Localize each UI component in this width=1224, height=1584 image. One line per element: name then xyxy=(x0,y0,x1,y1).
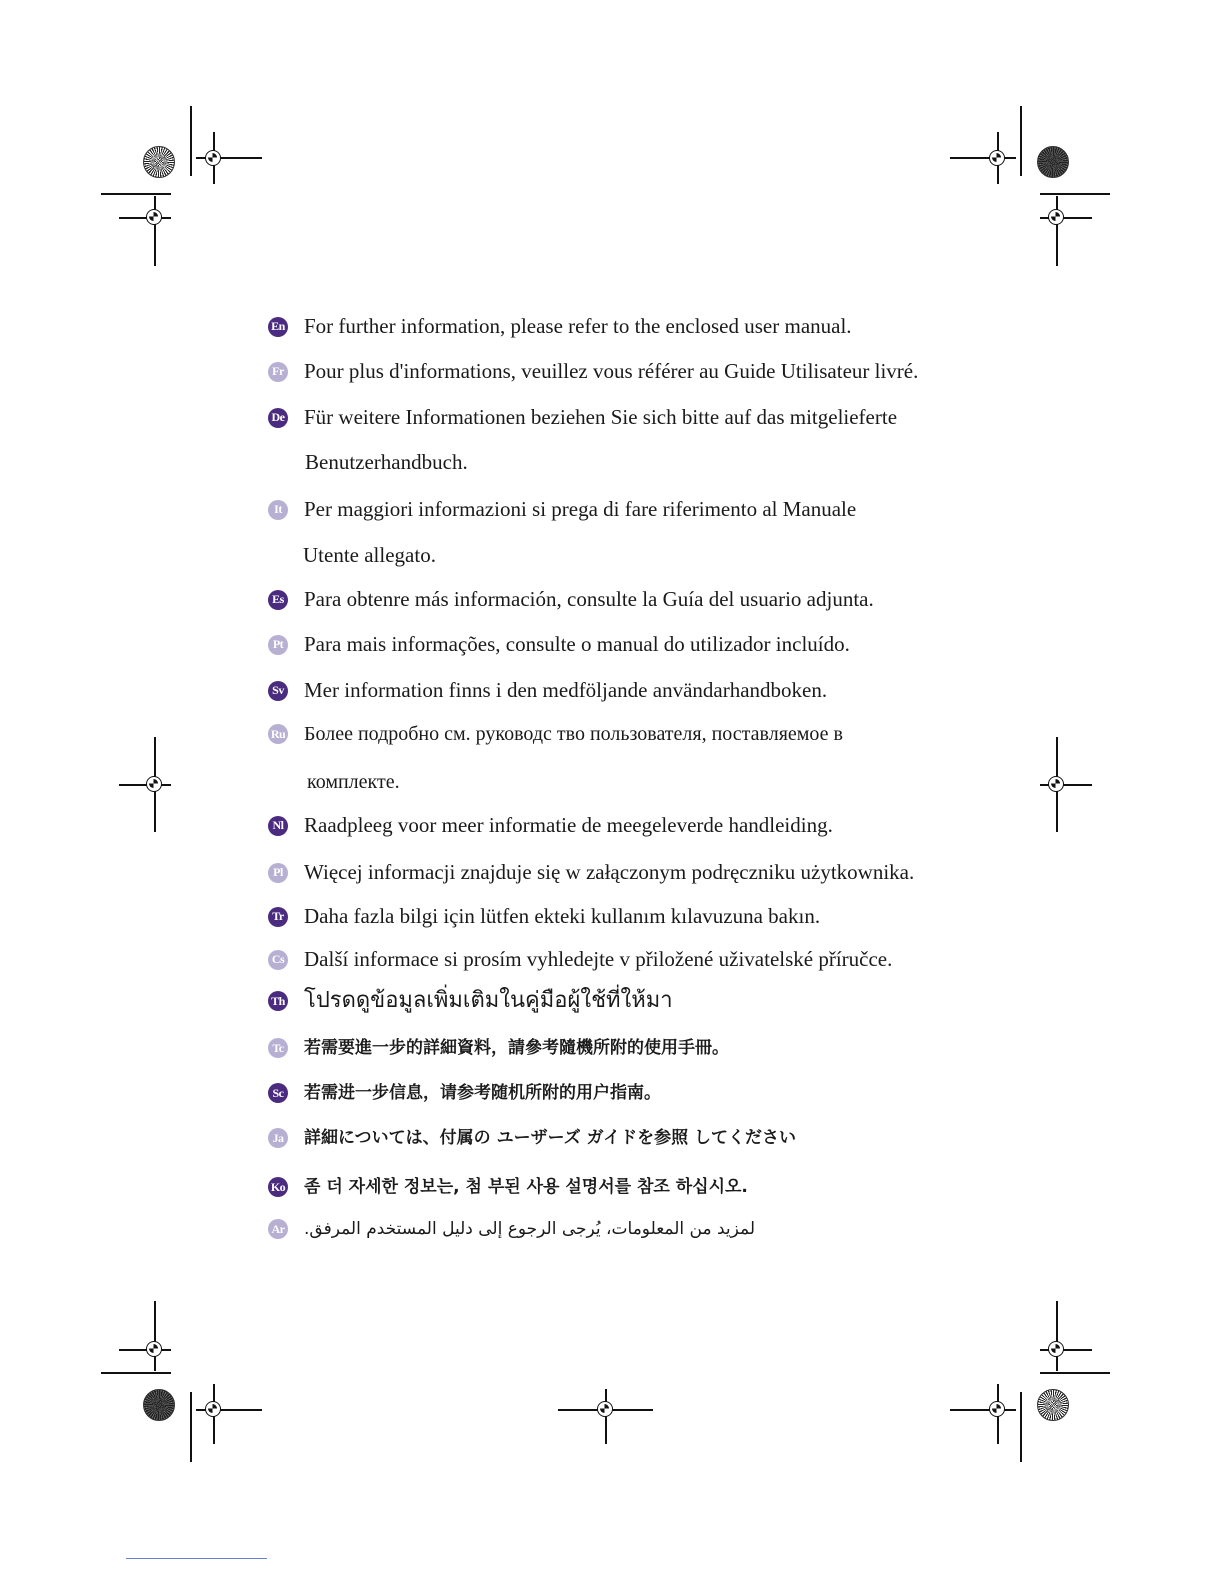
language-text-continuation: Benutzerhandbuch. xyxy=(305,450,468,474)
language-badge: Fr xyxy=(268,362,288,382)
language-badge: Ru xyxy=(268,724,288,744)
language-text: Więcej informacji znajduje się w załączonym podręczniku użytkownika. xyxy=(304,860,915,884)
language-badge: Sc xyxy=(268,1083,288,1103)
language-badge: Ar xyxy=(268,1219,288,1239)
language-badge: En xyxy=(268,317,288,337)
language-badge: Ko xyxy=(268,1177,288,1197)
language-badge: Sv xyxy=(268,681,288,701)
language-text-continuation: Utente allegato. xyxy=(303,543,436,567)
language-badge: Tr xyxy=(268,907,288,927)
language-item-th xyxy=(268,990,673,1012)
language-item-tr xyxy=(268,906,820,927)
language-text: 좀 더 자세한 정보는, 첨 부된 사용 설명서를 참조 하십시오. xyxy=(304,1176,748,1197)
registration-mark-icon xyxy=(146,209,162,225)
language-badge: Pl xyxy=(268,863,288,883)
registration-mark-icon xyxy=(205,150,221,166)
language-badge: Nl xyxy=(268,816,288,836)
language-text: Daha fazla bilgi için lütfen ekteki kullanım kılavuzuna bakın. xyxy=(304,904,821,928)
language-text: Für weitere Informationen beziehen Sie sich bitte auf das mitgelieferte xyxy=(304,405,898,429)
color-target-icon xyxy=(143,146,175,178)
language-item-en xyxy=(268,316,852,337)
language-badge: Es xyxy=(268,590,288,610)
language-text: 詳細については、付属の ユーザーズ ガイドを参照 してください xyxy=(304,1127,797,1148)
language-item-cs xyxy=(268,949,892,970)
language-item-pl xyxy=(268,862,914,883)
registration-mark-icon xyxy=(146,776,162,792)
registration-mark-icon xyxy=(205,1401,221,1417)
language-text: For further information, please refer to the enclosed user manual. xyxy=(304,314,852,338)
language-text: Более подробно см. руководс тво пользователя, поставляемое в xyxy=(304,723,843,745)
language-item-nl xyxy=(268,815,833,836)
language-item-ko xyxy=(268,1177,748,1197)
language-text: Další informace si prosím vyhledejte v přiložené uživatelské příručce. xyxy=(304,947,893,971)
language-text-continuation: комплекте. xyxy=(307,771,400,793)
language-text: 若需要進一步的詳細資料，請參考隨機所附的使用手冊。 xyxy=(304,1037,729,1058)
language-text: Pour plus d'informations, veuillez vous référer au Guide Utilisateur livré. xyxy=(304,359,919,383)
language-text: โปรดดูข้อมูลเพิ่มเติมในคู่มือผู้ใช้ที่ให้มา xyxy=(304,988,673,1013)
color-target-icon xyxy=(1037,146,1069,178)
language-badge: Cs xyxy=(268,950,288,970)
language-item-fr xyxy=(268,361,918,382)
language-text: لمزيد من المعلومات، يُرجى الرجوع إلى دليل المستخدم المرفق. xyxy=(304,1218,756,1239)
language-item-ru xyxy=(268,724,843,744)
language-badge: Th xyxy=(268,991,288,1011)
language-item-ar xyxy=(268,1219,755,1239)
language-badge: Ja xyxy=(268,1128,288,1148)
color-target-icon xyxy=(1037,1389,1069,1421)
registration-mark-icon xyxy=(989,1401,1005,1417)
language-item-sc xyxy=(268,1083,661,1103)
registration-mark-icon xyxy=(989,150,1005,166)
footer-rule xyxy=(126,1558,267,1559)
language-item-es xyxy=(268,589,874,610)
language-item-sv xyxy=(268,680,827,701)
language-text: Raadpleeg voor meer informatie de meegeleverde handleiding. xyxy=(304,813,833,837)
language-item-pt xyxy=(268,634,850,655)
language-item-tc xyxy=(268,1038,729,1058)
language-badge: Pt xyxy=(268,635,288,655)
language-text: Para obtenre más información, consulte la Guía del usuario adjunta. xyxy=(304,587,874,611)
registration-mark-icon xyxy=(146,1341,162,1357)
language-text: Per maggiori informazioni si prega di fare riferimento al Manuale xyxy=(304,497,857,521)
language-item-it xyxy=(268,499,856,520)
registration-mark-icon xyxy=(1048,209,1064,225)
language-badge: Tc xyxy=(268,1038,288,1058)
language-item-de xyxy=(268,407,897,428)
language-badge: It xyxy=(268,500,288,520)
registration-mark-icon xyxy=(1048,1341,1064,1357)
language-text: Mer information finns i den medföljande användarhandboken. xyxy=(304,678,828,702)
color-target-icon xyxy=(143,1389,175,1421)
language-text: 若需进一步信息，请参考随机所附的用户指南。 xyxy=(304,1082,661,1103)
language-item-ja xyxy=(268,1128,796,1148)
language-badge: De xyxy=(268,408,288,428)
registration-mark-icon xyxy=(597,1401,613,1417)
registration-mark-icon xyxy=(1048,776,1064,792)
language-text: Para mais informações, consulte o manual do utilizador incluído. xyxy=(304,632,850,656)
